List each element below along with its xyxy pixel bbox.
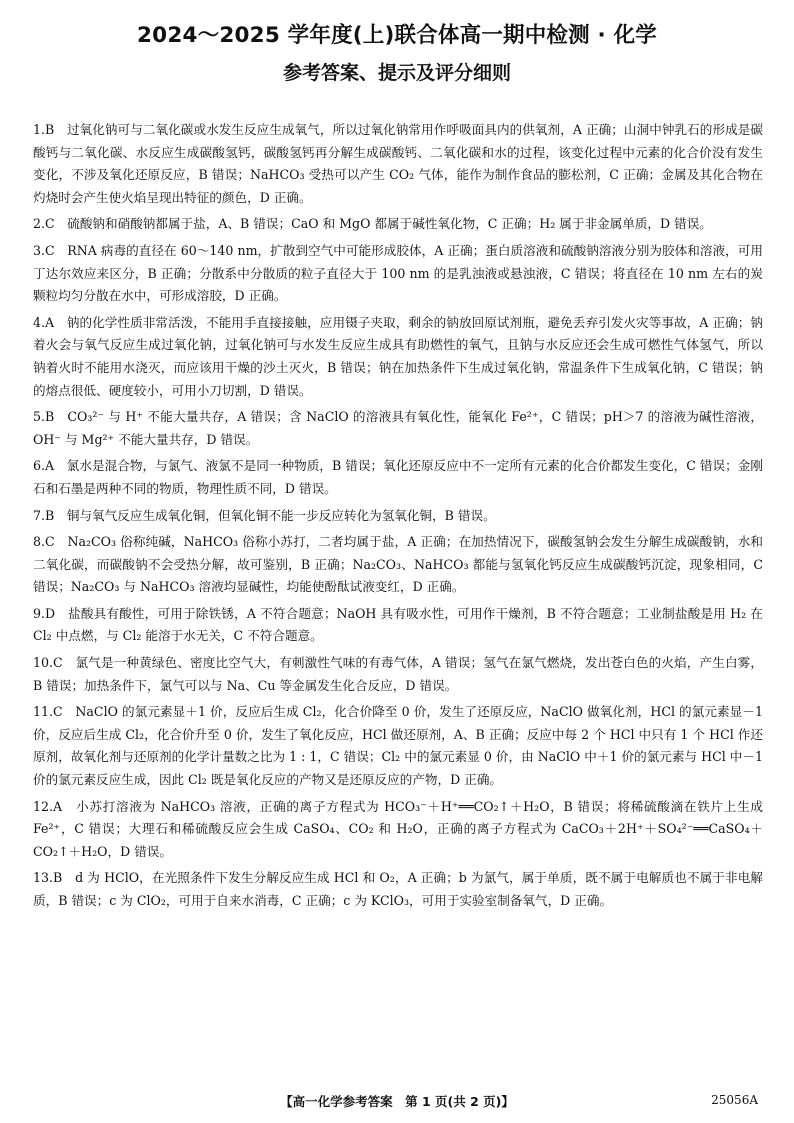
answer-item-4: 4.A 钠的化学性质非常活泼，不能用手直接接触，应用镊子夹取，剩余的钠放回原试剂瓶，避免丢弃引发火灾等事故，A 正确；钠着火会与氧气反应生成过氧化钠，过氧化钠可与水发生反应生成具有助燃性的氧气，且钠与水反应还会生成可燃性气体氢气，所以钠着火时不能用水浇灭，而应该用干燥的沙土灭火，B 错误；钠在加热条件下生成过氧化钠，常温条件下生成氧化钠，C 错误；钠的熔点很低、硬度较小，可用小刀切割，D 错误。 (33, 314, 763, 398)
answer-item-10: 10.C 氯气是一种黄绿色、密度比空气大，有刺激性气味的有毒气体，A 错误；氢气在氯气燃烧，发出苍白色的火焰，产生白雾，B 错误；加热条件下，氯气可以与 Na、Cu 等金属发生化合反应，D 错误。 (33, 655, 763, 693)
page-subtitle: 参考答案、提示及评分细则 (282, 62, 511, 84)
answer-item-1: 1.B 过氧化钠可与二氧化碳或水发生反应生成氧气，所以过氧化钠常用作呼吸面具内的供氧剂，A 正确；山洞中钟乳石的形成是碳酸钙与二氧化碳、水反应生成碳酸氢钙，碳酸氢钙再分解生成碳酸钙、二氧化碳和水的过程，该变化过程中元素的化合价没有发生变化，不涉及氧化还原反应，B 错误；NaHCO₃ 受热可以产生 CO₂ 气体，能作为制作食品的膨松剂，C 正确；金属及其化合物在灼烧时会产生使火焰呈现出特征的颜色，D 正确。 (33, 122, 763, 205)
document-code: 25056A (711, 1093, 758, 1107)
page-title: 2024～2025 学年度(上)联合体高一期中检测 · 化学 (137, 23, 657, 48)
answer-item-3: 3.C RNA 病毒的直径在 60～140 nm，扩散到空气中可能形成胶体，A 正确；蛋白质溶液和硫酸钠溶液分别为胶体和溶液，可用丁达尔效应来区分，B 正确；分散系中分散质的粒子直径大于 100 nm 的是乳浊液或悬浊液，C 错误；将直径在 10 nm 左右的炭颗粒均匀分散在水中，可形成溶胶，D 正确。 (33, 242, 763, 304)
answer-item-13: 13.B d 为 HClO，在光照条件下发生分解反应生成 HCl 和 O₂，A 正确；b 为氯气，属于单质，既不属于电解质也不属于非电解质，B 错误；c 为 ClO₂，可用于自来水消毒，C 正确；c 为 KClO₃，可用于实验室制备氧气，D 正确。 (33, 870, 763, 908)
answer-item-11: 11.C NaClO 的氯元素显＋1 价，反应后生成 Cl₂，化合价降至 0 价，发生了还原反应，NaClO 做氧化剂，HCl 的氯元素显－1 价，反应后生成 Cl₂，化合价升至 0 价，发生了氧化反应，HCl 做还原剂，A、B 正确；反应中每 2 个 HCl 中只有 1 个 HCl 作还原剂，故氧化剂与还原剂的化学计量数之比为 1 : 1，C 错误；Cl₂ 中的氯元素显 0 价，由 NaClO 中＋1 价的氯元素与 HCl 中－1 价的氯元素反应生成，因此 Cl₂ 既是氧化反应的产物又是还原反应的产物，D 正确。 (33, 704, 763, 788)
answer-item-6: 6.A 氯水是混合物，与氯气、液氯不是同一种物质，B 错误；氧化还原反应中不一定所有元素的化合价都发生变化，C 错误；金刚石和石墨是两种不同的物质，物理性质不同，D 错误。 (33, 458, 763, 496)
answer-item-2: 2.C 硫酸钠和硝酸钠都属于盐，A、B 错误；CaO 和 MgO 都属于碱性氧化物，C 正确；H₂ 属于非金属单质，D 错误。 (33, 216, 712, 232)
answer-item-12: 12.A 小苏打溶液为 NaHCO₃ 溶液，正确的离子方程式为 HCO₃⁻＋H⁺══CO₂↑＋H₂O，B 错误；将稀硫酸滴在铁片上生成 Fe²⁺，C 错误；大理石和稀硫酸反应会生成 CaSO₄、CO₂ 和 H₂O，正确的离子方程式为 CaCO₃＋2H⁺＋SO₄²⁻══CaSO₄＋CO₂↑＋H₂O，D 错误。 (33, 798, 763, 859)
page-footer: 【高一化学参考答案 第 1 页(共 2 页)】 (280, 1094, 514, 1109)
answer-item-9: 9.D 盐酸具有酸性，可用于除铁锈，A 不符合题意；NaOH 具有吸水性，可用作干燥剂，B 不符合题意；工业制盐酸是用 H₂ 在 Cl₂ 中点燃，与 Cl₂ 能溶于水无关，C 不符合题意。 (33, 605, 763, 644)
answer-item-5: 5.B CO₃²⁻ 与 H⁺ 不能大量共存，A 错误；含 NaClO 的溶液具有氧化性，能氧化 Fe²⁺，C 错误；pH＞7 的溶液为碱性溶液，OH⁻ 与 Mg²⁺ 不能大量共存，D 错误。 (33, 409, 763, 447)
answer-item-7: 7.B 铜与氧气反应生成氧化铜，但氧化铜不能一步反应转化为氢氧化铜，B 错误。 (33, 507, 496, 523)
answer-item-8: 8.C Na₂CO₃ 俗称纯碱，NaHCO₃ 俗称小苏打，二者均属于盐，A 正确；在加热情况下，碳酸氢钠会发生分解生成碳酸钠，水和二氧化碳，而碳酸钠不会受热分解，故可鉴别，B 正确；Na₂CO₃、NaHCO₃ 都能与氢氧化钙反应生成碳酸钙沉淀，现象相同，C 错误；Na₂CO₃ 与 NaHCO₃ 溶液均显碱性，均能使酚酞试液变红，D 正确。 (33, 534, 763, 595)
answer-list (33, 119, 763, 917)
